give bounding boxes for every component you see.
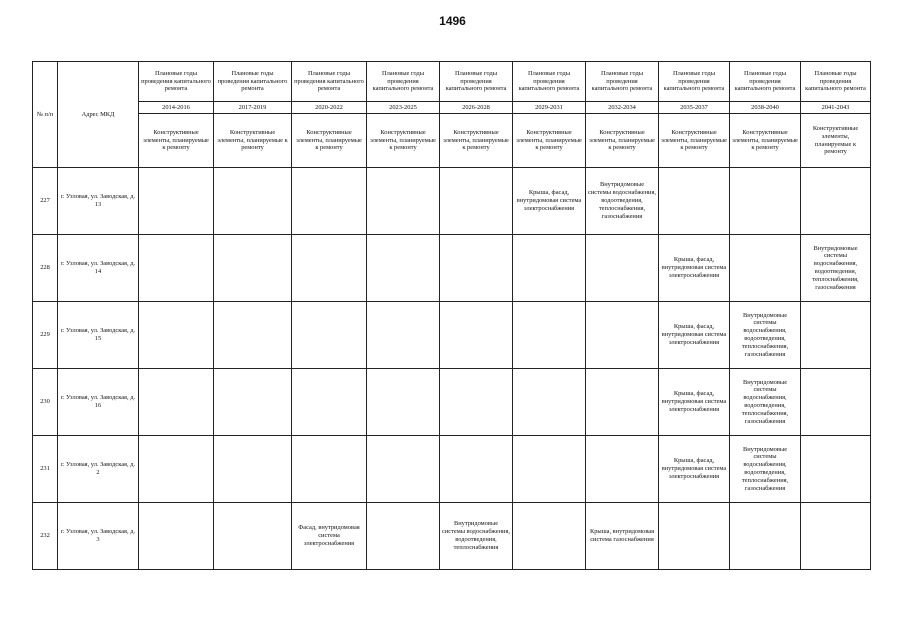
repair-cell bbox=[214, 168, 292, 235]
header-address: Адрес МКД bbox=[58, 62, 139, 168]
table-row bbox=[33, 235, 871, 302]
repair-cell bbox=[292, 436, 367, 503]
header-period: 2014-2016 bbox=[139, 102, 214, 114]
repair-cell bbox=[801, 168, 871, 235]
repair-cell bbox=[586, 436, 659, 503]
header-elements: Конструктивные элементы, планируемые к ремонту bbox=[513, 114, 586, 168]
repair-cell: Крыша, фасад, внутридомовая система электроснабжения bbox=[659, 369, 730, 436]
repair-cell bbox=[367, 168, 440, 235]
repair-cell bbox=[367, 302, 440, 369]
repair-cell: Внутридомовые системы водоснабжения, водоотведения, теплоснабжения bbox=[440, 503, 513, 570]
header-elements: Конструктивные элементы, планируемые к ремонту bbox=[139, 114, 214, 168]
repair-cell: Крыша, фасад, внутридомовая система электроснабжения bbox=[659, 302, 730, 369]
repair-cell bbox=[801, 302, 871, 369]
repair-cell bbox=[440, 369, 513, 436]
repair-cell: Внутридомовые системы водоснабжения, водоотведения, теплоснабжения, газоснабжения bbox=[586, 168, 659, 235]
header-period: 2032-2034 bbox=[586, 102, 659, 114]
repair-cell bbox=[586, 369, 659, 436]
repair-cell bbox=[214, 302, 292, 369]
header-period: 2029-2031 bbox=[513, 102, 586, 114]
row-number: 232 bbox=[33, 503, 58, 570]
repair-cell bbox=[730, 168, 801, 235]
header-period-title: Плановые годы проведения капитального ремонта bbox=[367, 62, 440, 102]
header-elements: Конструктивные элементы, планируемые к ремонту bbox=[292, 114, 367, 168]
repair-cell: Крыша, внутридомовая система газоснабжения bbox=[586, 503, 659, 570]
header-period: 2038-2040 bbox=[730, 102, 801, 114]
repair-cell: Фасад, внутридомовая система электроснабжения bbox=[292, 503, 367, 570]
header-period: 2023-2025 bbox=[367, 102, 440, 114]
row-address: г. Узловая, ул. Заводская, д. 15 bbox=[58, 302, 139, 369]
header-elements: Конструктивные элементы, планируемые к ремонту bbox=[659, 114, 730, 168]
repair-cell bbox=[513, 503, 586, 570]
row-address: г. Узловая, ул. Заводская, д. 14 bbox=[58, 235, 139, 302]
repair-cell bbox=[139, 235, 214, 302]
table-row bbox=[33, 302, 871, 369]
repair-cell bbox=[513, 235, 586, 302]
repair-cell bbox=[513, 369, 586, 436]
repair-cell bbox=[139, 168, 214, 235]
header-period-title: Плановые годы проведения капитального ремонта bbox=[586, 62, 659, 102]
header-elements: Конструктивные элементы, планируемые к ремонту bbox=[801, 114, 871, 168]
row-number: 228 bbox=[33, 235, 58, 302]
repair-cell bbox=[214, 503, 292, 570]
repair-cell bbox=[139, 369, 214, 436]
repair-cell bbox=[214, 369, 292, 436]
repair-cell bbox=[440, 168, 513, 235]
repair-cell bbox=[586, 302, 659, 369]
repair-cell bbox=[214, 235, 292, 302]
header-period-title: Плановые годы проведения капитального ремонта bbox=[139, 62, 214, 102]
repair-cell bbox=[214, 436, 292, 503]
repair-cell bbox=[801, 503, 871, 570]
repair-cell bbox=[513, 436, 586, 503]
repair-cell: Внутридомовые системы водоснабжения, водоотведения, теплоснабжения, газоснабжения bbox=[730, 436, 801, 503]
repair-cell bbox=[440, 235, 513, 302]
repair-cell bbox=[367, 235, 440, 302]
header-elements: Конструктивные элементы, планируемые к ремонту bbox=[367, 114, 440, 168]
repair-cell bbox=[292, 302, 367, 369]
repair-cell bbox=[292, 235, 367, 302]
repair-cell bbox=[586, 235, 659, 302]
row-address: г. Узловая, ул. Заводская, д. 16 bbox=[58, 369, 139, 436]
header-period: 2041-2043 bbox=[801, 102, 871, 114]
repair-cell bbox=[440, 302, 513, 369]
repair-cell bbox=[659, 503, 730, 570]
repair-cell bbox=[139, 436, 214, 503]
repair-cell bbox=[292, 168, 367, 235]
header-num: № п/п bbox=[33, 62, 58, 168]
header-elements: Конструктивные элементы, планируемые к ремонту bbox=[214, 114, 292, 168]
header-period: 2017-2019 bbox=[214, 102, 292, 114]
repair-cell bbox=[730, 503, 801, 570]
table-row bbox=[33, 503, 871, 570]
header-period: 2020-2022 bbox=[292, 102, 367, 114]
repair-cell bbox=[513, 302, 586, 369]
repair-cell bbox=[730, 235, 801, 302]
header-period: 2026-2028 bbox=[440, 102, 513, 114]
row-number: 231 bbox=[33, 436, 58, 503]
header-period: 2035-2037 bbox=[659, 102, 730, 114]
header-period-title: Плановые годы проведения капитального ремонта bbox=[801, 62, 871, 102]
header-elements: Конструктивные элементы, планируемые к ремонту bbox=[586, 114, 659, 168]
repair-cell: Крыша, фасад, внутридомовая система электроснабжения bbox=[659, 436, 730, 503]
row-number: 229 bbox=[33, 302, 58, 369]
repair-cell bbox=[367, 369, 440, 436]
repair-cell bbox=[440, 436, 513, 503]
header-period-title: Плановые годы проведения капитального ремонта bbox=[659, 62, 730, 102]
header-period-title: Плановые годы проведения капитального ремонта bbox=[292, 62, 367, 102]
row-number: 227 bbox=[33, 168, 58, 235]
repair-cell: Крыша, фасад, внутридомовая система электроснабжения bbox=[513, 168, 586, 235]
header-elements: Конструктивные элементы, планируемые к ремонту bbox=[730, 114, 801, 168]
repair-cell: Внутридомовые системы водоснабжения, водоотведения, теплоснабжения, газоснабжения bbox=[801, 235, 871, 302]
repair-cell bbox=[139, 302, 214, 369]
header-period-title: Плановые годы проведения капитального ремонта bbox=[440, 62, 513, 102]
repair-cell bbox=[801, 369, 871, 436]
capital-repair-table bbox=[32, 61, 871, 570]
page-number: 1496 bbox=[439, 14, 466, 28]
repair-cell bbox=[139, 503, 214, 570]
repair-cell bbox=[367, 503, 440, 570]
repair-cell bbox=[801, 436, 871, 503]
table-row bbox=[33, 436, 871, 503]
header-period-title: Плановые годы проведения капитального ремонта bbox=[513, 62, 586, 102]
header-period-title: Плановые годы проведения капитального ремонта bbox=[730, 62, 801, 102]
repair-cell: Внутридомовые системы водоснабжения, водоотведения, теплоснабжения, газоснабжения bbox=[730, 302, 801, 369]
header-period-title: Плановые годы проведения капитального ремонта bbox=[214, 62, 292, 102]
table-row bbox=[33, 168, 871, 235]
repair-cell: Крыша, фасад, внутридомовая система электроснабжения bbox=[659, 235, 730, 302]
repair-cell bbox=[367, 436, 440, 503]
repair-cell bbox=[659, 168, 730, 235]
row-number: 230 bbox=[33, 369, 58, 436]
row-address: г. Узловая, ул. Заводская, д. 3 bbox=[58, 503, 139, 570]
row-address: г. Узловая, ул. Заводская, д. 13 bbox=[58, 168, 139, 235]
header-elements: Конструктивные элементы, планируемые к ремонту bbox=[440, 114, 513, 168]
table-row bbox=[33, 369, 871, 436]
repair-cell bbox=[292, 369, 367, 436]
repair-cell: Внутридомовые системы водоснабжения, водоотведения, теплоснабжения, газоснабжения bbox=[730, 369, 801, 436]
row-address: г. Узловая, ул. Заводская, д. 2 bbox=[58, 436, 139, 503]
